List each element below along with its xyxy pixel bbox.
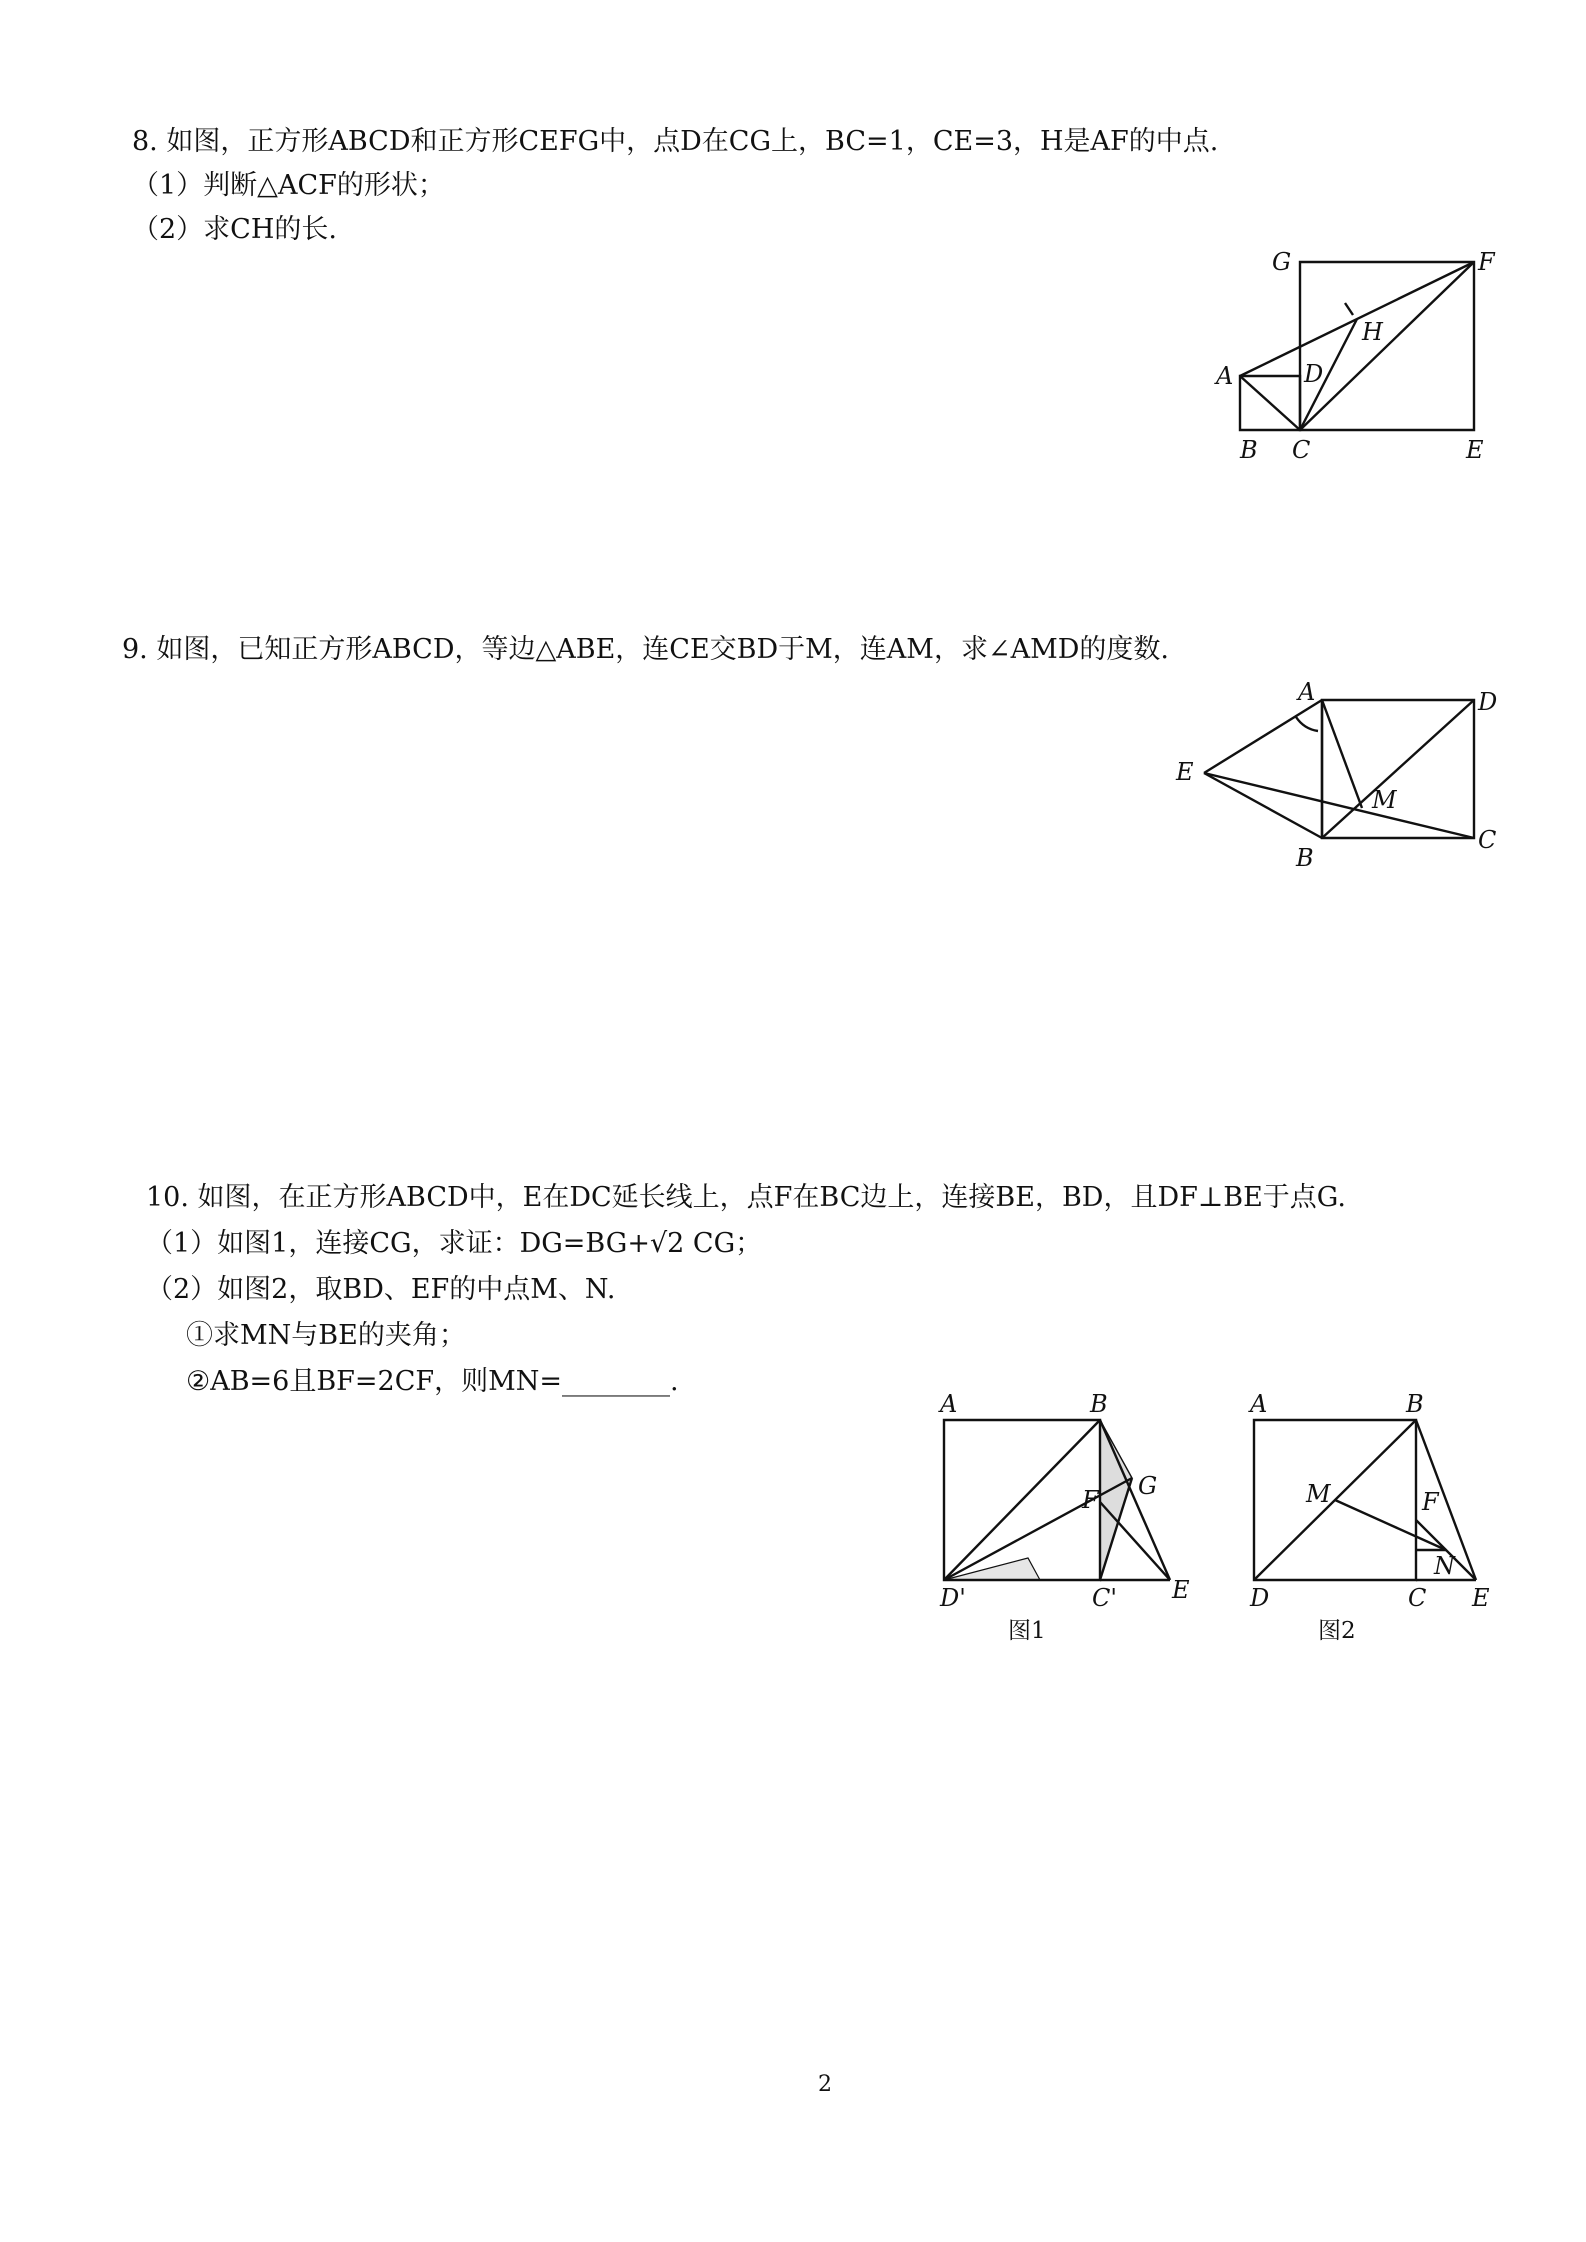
figure-q9 [1170,680,1500,880]
q9-stem: 9. 如图，已知正方形ABCD，等边△ABE，连CE交BD于M，连AM，求∠AMD的度数. [122,634,1169,665]
q8-part1: （1）判断△ACF的形状； [132,170,445,201]
segment-ce [1204,773,1474,838]
q10-part2: （2）如图2，取BD、EF的中点M、N. [146,1274,616,1305]
q8-stem: 8. 如图，正方形ABCD和正方形CEFG中，点D在CG上，BC=1，CE=3，H是AF的中点. [132,126,1219,157]
segment-cf [1300,262,1474,430]
label-e: E [1472,1584,1490,1612]
q8-part2: （2）求CH的长. [132,214,337,245]
label-d: D [1304,360,1324,388]
figure-q10-2 [1240,1385,1510,1635]
label-c: C [1292,436,1311,464]
segment-bd [944,1420,1100,1580]
label-a: A [1250,1390,1268,1418]
figure-q10-1 [930,1385,1220,1635]
hatched-triangle-right [1100,1420,1132,1580]
label-e: E [1176,758,1194,786]
label-f: F [1422,1488,1439,1516]
label-g: G [1138,1472,1158,1500]
label-a: A [1216,362,1234,390]
label-f: F [1082,1486,1099,1514]
label-b: B [1240,436,1258,464]
label-m: M [1372,786,1397,814]
label-c: C' [1092,1584,1117,1612]
segment-bd [1322,700,1474,838]
tick-mark [1345,303,1353,315]
q10-part2-b: ②AB=6且BF=2CF，则MN=________. [186,1366,679,1397]
label-c: C [1408,1584,1427,1612]
label-f: F [1478,248,1495,276]
hatched-triangle-bottom [944,1558,1040,1580]
label-m: M [1306,1480,1331,1508]
figure-2-caption: 图2 [1318,1618,1356,1644]
angle-arc [1296,717,1318,731]
segment-am [1322,700,1362,808]
segment-be [1204,773,1322,838]
label-c: C [1478,826,1497,854]
label-e: E [1466,436,1484,464]
label-b: B [1296,844,1314,872]
label-d: D [1250,1584,1270,1612]
label-b: B [1090,1390,1108,1418]
label-b: B [1406,1390,1424,1418]
figure-1-caption: 图1 [1008,1618,1046,1644]
label-a: A [1298,678,1316,706]
q10-part2-a: ①求MN与BE的夹角； [186,1320,466,1351]
page-number: 2 [818,2072,832,2097]
q10-part1: （1）如图1，连接CG，求证：DG=BG+√2 CG； [146,1228,763,1259]
label-e: E [1172,1576,1190,1604]
label-n: N [1434,1552,1455,1580]
label-a: A [940,1390,958,1418]
label-d: D [1478,688,1498,716]
segment-ac [1240,376,1300,430]
segment-ae [1204,700,1322,773]
label-d: D' [940,1584,966,1612]
label-h: H [1362,318,1383,346]
label-g: G [1272,248,1292,276]
q10-stem: 10. 如图，在正方形ABCD中，E在DC延长线上，点F在BC边上，连接BE，BD，且DF⊥BE于点G. [146,1182,1346,1213]
figure-q8 [1200,240,1500,470]
